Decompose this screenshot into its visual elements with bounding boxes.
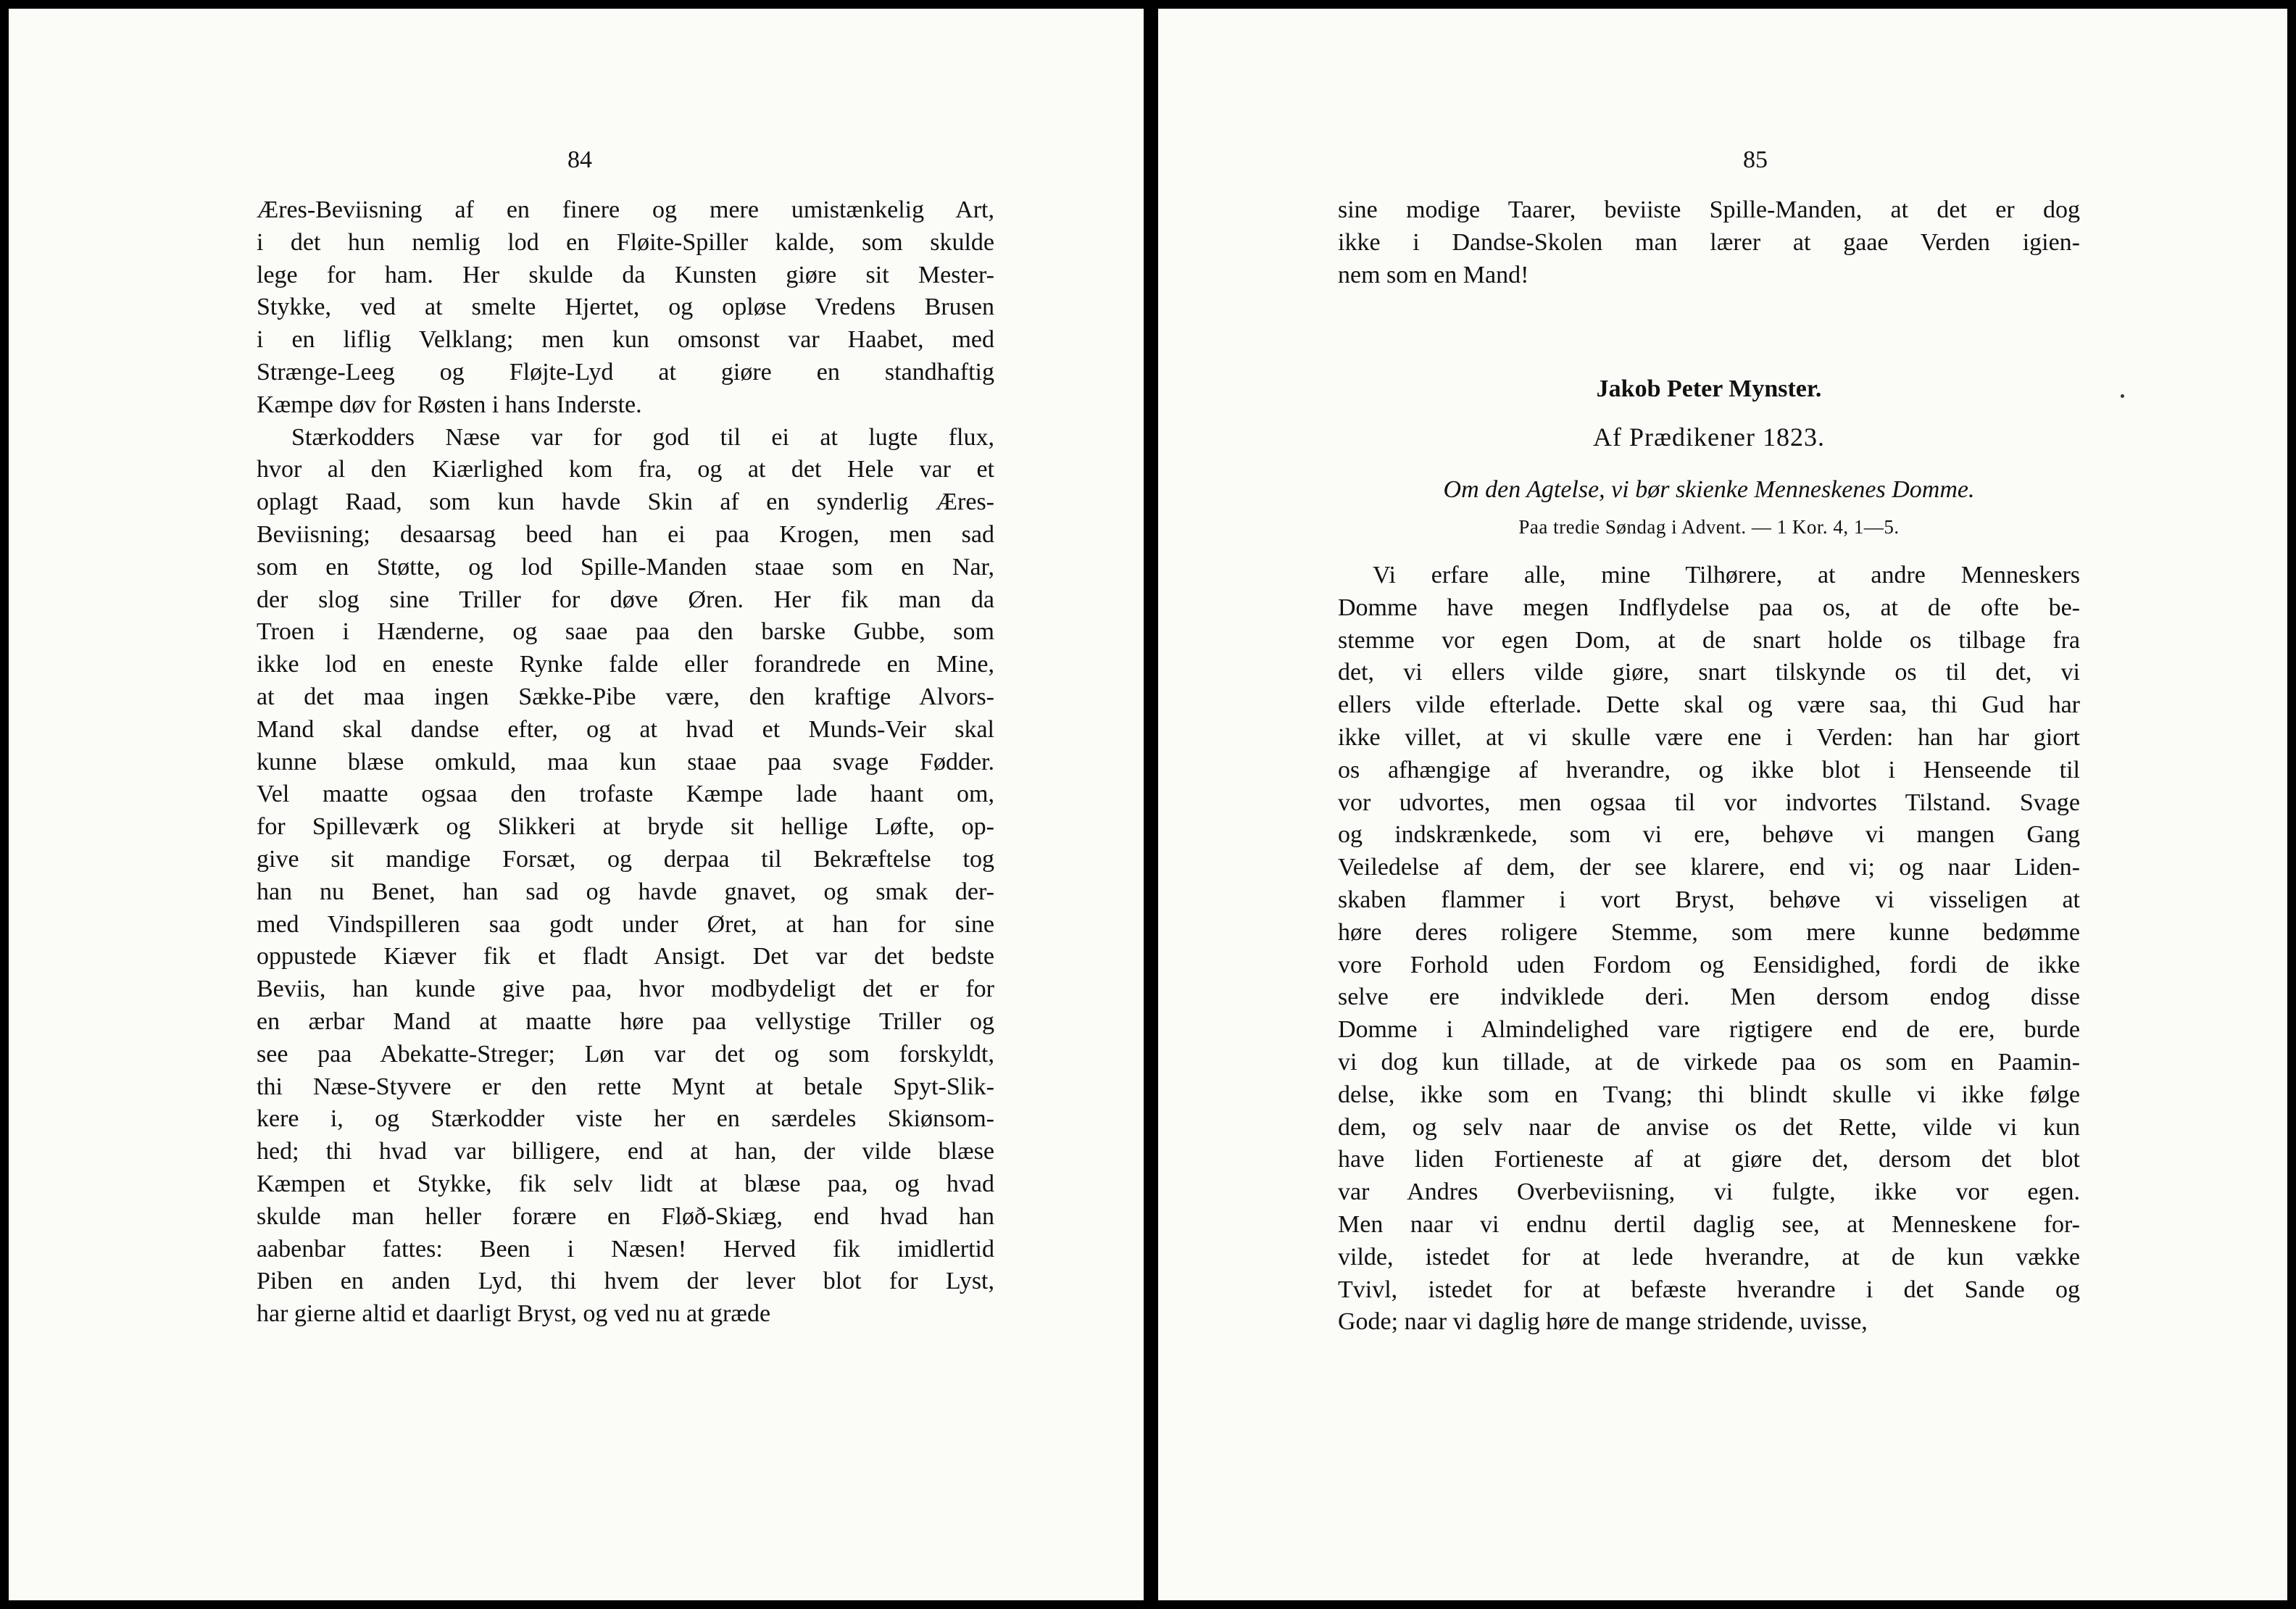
text-line: vi dog kun tillade, at de virkede paa os som en Paamin-	[1338, 1048, 2080, 1076]
text-line: dem, og selv naar de anvise os det Rette, vilde vi kun	[1338, 1113, 2080, 1141]
text-line: vilde, istedet for at lede hverandre, at de kun vække	[1338, 1243, 2080, 1271]
text-line: der slog sine Triller for døve Øren. Her fik man da	[257, 586, 994, 613]
text-line: Domme i Almindelighed vare rigtigere end de ere, burde	[1338, 1016, 2080, 1044]
text-line: Beviisning; desaarsag beed han ei paa Krogen, men sad	[257, 520, 994, 548]
source-heading: Af Prædikener 1823.	[1593, 423, 1825, 452]
sermon-title: Om den Agtelse, vi bør skienke Menneskenes Domme.	[1443, 476, 1975, 503]
text-line: delse, ikke som en Tvang; thi blindt skulle vi ikke følge	[1338, 1081, 2080, 1108]
text-line: os afhængige af hverandre, og ikke blot i Henseende til	[1338, 756, 2080, 783]
text-line: som en Støtte, og lod Spille-Manden staae som en Nar,	[257, 553, 994, 581]
text-line: skaben flammer i vort Bryst, behøve vi visseligen at	[1338, 886, 2080, 913]
text-line: det, vi ellers vilde giøre, snart tilskynde os til det, vi	[1338, 659, 2080, 686]
text-line: med Vindspilleren saa godt under Øret, at han for sine	[257, 910, 994, 938]
text-line: for Spilleværk og Slikkeri at bryde sit hellige Løfte, op-	[257, 813, 994, 841]
text-line: Veiledelse af dem, der see klarere, end vi; og naar Liden-	[1338, 854, 2080, 881]
text-line: i det hun nemlig lod en Fløite-Spiller kalde, som skulde	[257, 228, 994, 256]
text-line: ikke villet, at vi skulle være ene i Verden: han har giort	[1338, 723, 2080, 751]
author-heading: Jakob Peter Mynster.	[1596, 375, 1822, 402]
text-line: Vel maatte ogsaa den trofaste Kæmpe lade haant om,	[257, 781, 994, 808]
text-line: en ærbar Mand at maatte høre paa vellystige Triller og	[257, 1007, 994, 1035]
page-speck	[2121, 394, 2124, 398]
text-line: Æres-Beviisning af en finere og mere umistænkelig Art,	[257, 196, 994, 223]
text-line: lege for ham. Her skulde da Kunsten giøre sit Mester-	[257, 261, 994, 288]
right-page	[1158, 9, 2287, 1600]
text-line: var Andres Overbeviisning, vi fulgte, ikke vor egen.	[1338, 1178, 2080, 1206]
left-page-text	[257, 194, 994, 1331]
text-line: stemme vor egen Dom, at de snart holde os tilbage fra	[1338, 626, 2080, 654]
text-line: Beviis, han kunde give paa, hvor modbydeligt det er for	[257, 976, 994, 1003]
text-line: i en liflig Velklang; men kun omsonst var Haabet, med	[257, 326, 994, 354]
text-line: hvor al den Kiærlighed kom fra, og at det Hele var et	[257, 456, 994, 483]
text-line: Tvivl, istedet for at befæste hverandre i det Sande og	[1338, 1276, 2080, 1303]
text-line: oplagt Raad, som kun havde Skin af en synderlig Æres-	[257, 488, 994, 516]
text-line: nem som en Mand!	[1338, 261, 1529, 288]
text-line: kere i, og Stærkodder viste her en særdeles Skiønsom-	[257, 1105, 994, 1133]
text-line: vor udvortes, men ogsaa til vor indvortes Tilstand. Svage	[1338, 789, 2080, 816]
text-line: see paa Abekatte-Streger; Løn var det og som forskyldt,	[257, 1040, 994, 1068]
page-number-left: 84	[567, 146, 592, 173]
text-line: skulde man heller forære en Fløð-Skiæg, end hvad han	[257, 1202, 994, 1230]
text-line: Men naar vi endnu dertil daglig see, at Menneskene for-	[1338, 1210, 2080, 1238]
text-line: Stærkodders Næse var for god til ei at lugte flux,	[291, 423, 994, 451]
text-line: Kæmpe døv for Røsten i hans Inderste.	[257, 391, 642, 418]
text-line: Piben en anden Lyd, thi hvem der lever blot for Lyst,	[257, 1268, 994, 1295]
left-page	[9, 9, 1144, 1600]
text-line: have liden Fortieneste af at giøre det, dersom det blot	[1338, 1146, 2080, 1173]
text-line: Strænge-Leeg og Fløjte-Lyd at giøre en standhaftig	[257, 358, 994, 386]
scripture-reference: Paa tredie Søndag i Advent. — 1 Kor. 4, 1—5.	[1518, 516, 1900, 538]
text-line: har gierne altid et daarligt Bryst, og ved nu at græde	[257, 1300, 771, 1328]
text-line: sine modige Taarer, beviiste Spille-Manden, at det er dog	[1338, 196, 2080, 223]
text-line: ikke i Dandse-Skolen man lærer at gaae Verden igien-	[1338, 228, 2080, 256]
text-line: Vi erfare alle, mine Tilhørere, at andre Menneskers	[1373, 562, 2080, 589]
text-line: give sit mandige Forsæt, og derpaa til Bekræftelse tog	[257, 845, 994, 873]
page-number-right: 85	[1743, 146, 1768, 173]
text-line: selve ere indviklede deri. Men dersom endog disse	[1338, 984, 2080, 1011]
text-line: Troen i Hænderne, og saae paa den barske Gubbe, som	[257, 618, 994, 646]
text-line: Mand skal dandse efter, og at hvad et Munds-Veir skal	[257, 715, 994, 743]
right-page-continuation-text	[1338, 194, 2080, 291]
text-line: ellers vilde efterlade. Dette skal og være saa, thi Gud har	[1338, 691, 2080, 719]
text-line: Stykke, ved at smelte Hjertet, og opløse Vredens Brusen	[257, 294, 994, 321]
text-line: vore Forhold uden Fordom og Eensidighed, fordi de ikke	[1338, 951, 2080, 978]
text-line: oppustede Kiæver fik et fladt Ansigt. Det var det bedste	[257, 943, 994, 970]
text-line: Kæmpen et Stykke, fik selv lidt at blæse paa, og hvad	[257, 1170, 994, 1197]
text-line: og indskrænkede, som vi ere, behøve vi mangen Gang	[1338, 821, 2080, 849]
text-line: høre deres roligere Stemme, som mere kunne bedømme	[1338, 918, 2080, 946]
text-line: aabenbar fattes: Been i Næsen! Herved fik imidlertid	[257, 1235, 994, 1263]
text-line: hed; thi hvad var billigere, end at han, der vilde blæse	[257, 1138, 994, 1165]
text-line: han nu Benet, han sad og havde gnavet, og smak der-	[257, 878, 994, 905]
text-line: kunne blæse omkuld, maa kun staae paa svage Fødder.	[257, 748, 994, 776]
text-line: thi Næse-Styvere er den rette Mynt at betale Spyt-Slik-	[257, 1073, 994, 1100]
text-line: at det maa ingen Sække-Pibe være, den kraftige Alvors-	[257, 683, 994, 710]
sermon-body-text	[1338, 560, 2080, 1339]
text-line: Gode; naar vi daglig høre de mange stridende, uvisse,	[1338, 1308, 1868, 1336]
text-line: ikke lod en eneste Rynke falde eller forandrede en Mine,	[257, 651, 994, 678]
text-line: Domme have megen Indflydelse paa os, at de ofte be-	[1338, 594, 2080, 621]
